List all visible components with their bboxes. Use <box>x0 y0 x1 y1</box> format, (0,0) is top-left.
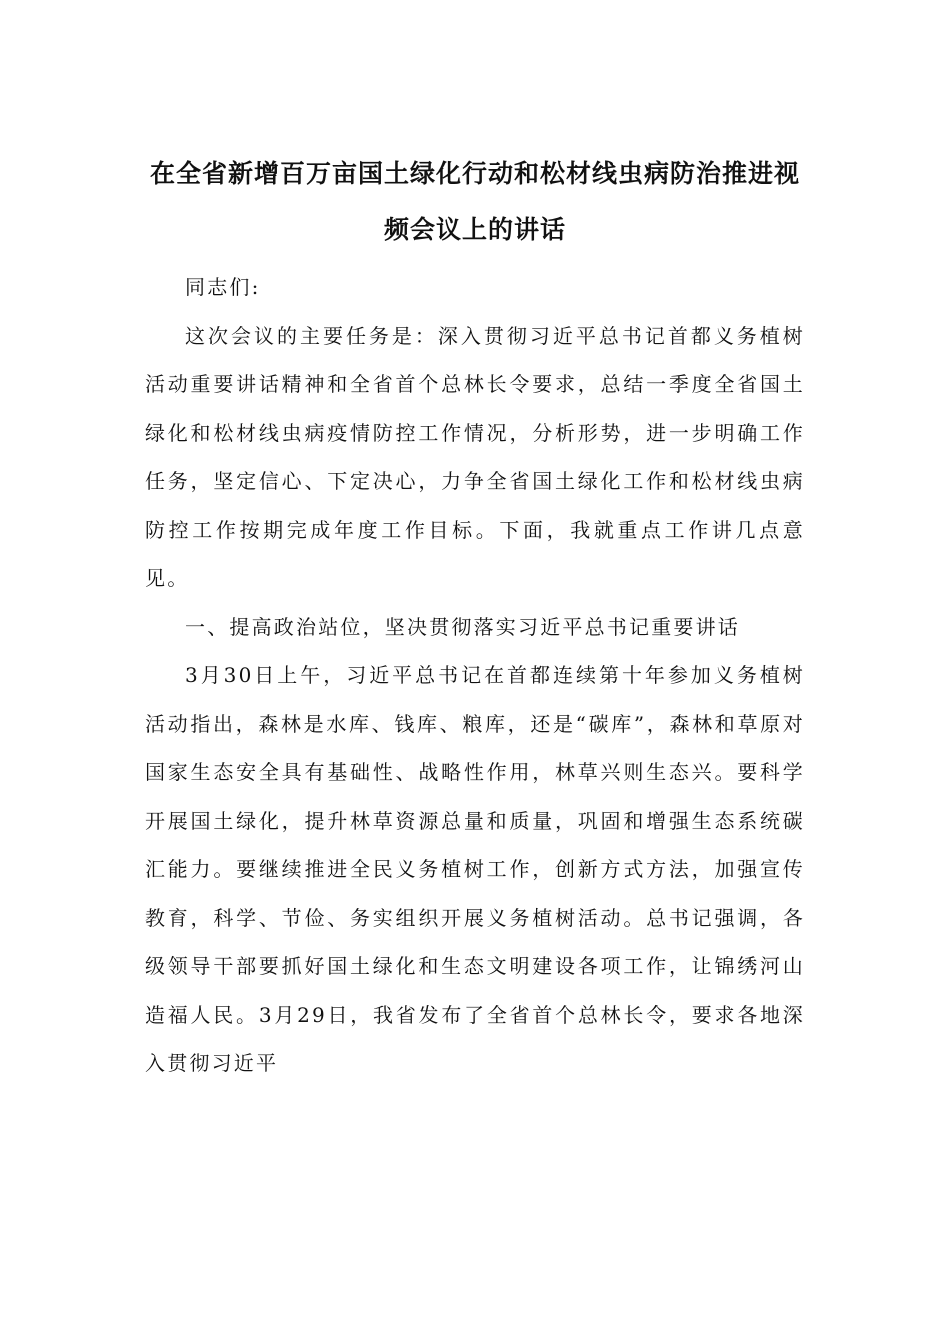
paragraph-salutation: 同志们: <box>185 275 261 299</box>
section-heading-1: 一、提高政治站位，坚决贯彻落实习近平总书记重要讲话 <box>185 614 740 639</box>
paragraph-section-1: 3月30日上午，习近平总书记在首都连续第十年参加义务植树活动指出，森林是水库、钱库、粮库，还是“碳库”，森林和草原对国家生态安全具有基础性、战略性作用，林草兴则生态兴。要科学开展国土绿化，提升林草资源总量和质量，巩固和增强生态系统碳汇能力。要继续推进全民义务植树工作，创新方式方法，加强宣传教育，科学、节俭、务实组织开展义务植树活动。总书记强调，各级领导干部要抓好国土绿化和生态文明建设各项工作，让锦绣河山造福人民。3月29日，我省发布了全省首个总林长令，要求各地深入贯彻习近平 <box>145 663 805 1075</box>
document-body <box>145 263 805 1088</box>
document-title: 在全省新增百万亩国土绿化行动和松材线虫病防治推进视频会议上的讲话 <box>150 159 801 244</box>
paragraph-intro: 这次会议的主要任务是：深入贯彻习近平总书记首都义务植树活动重要讲话精神和全省首个总林长令要求，总结一季度全省国土绿化和松材线虫病疫情防控工作情况，分析形势，进一步明确工作任务，坚定信心、下定决心，力争全省国土绿化工作和松材线虫病防控工作按期完成年度工作目标。下面，我就重点工作讲几点意见。 <box>145 323 805 590</box>
